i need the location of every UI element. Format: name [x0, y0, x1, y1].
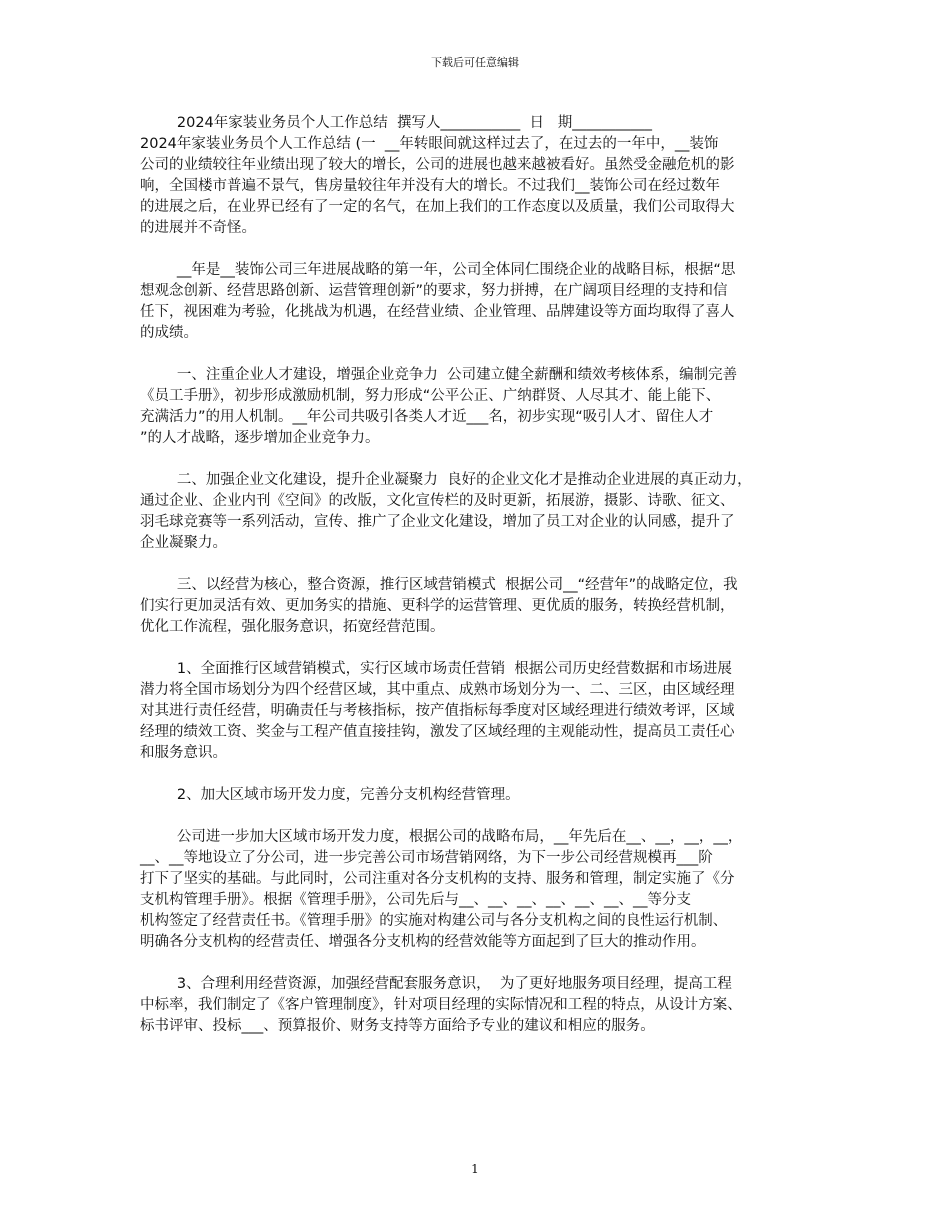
paragraph-branch-heading — [140, 785, 815, 806]
text-line: 中标率，我们制定了《客户管理制度》，针对项目经理的实际情况和工程的特点，从设计方案、 — [140, 997, 742, 1013]
text-line: 经理的绩效工资、奖金与工程产值直接挂钩，激发了区域经理的主观能动性，提高员工责任心 — [140, 724, 735, 740]
page-header: 下载后可任意编辑 — [431, 56, 519, 69]
text-line: 明确各分支机构的经营责任、增强各分支机构的经营效能等方面起到了巨大的推动作用。 — [140, 934, 706, 950]
text-line: __、__等地设立了分公司，进一步完善公司市场营销网络，为下一步公司经营规模再___阶 — [140, 850, 713, 866]
text-line: 打下了坚实的基础。与此同时，公司注重对各分支机构的支持、服务和管理，制定实施了《分 — [140, 871, 735, 887]
text-line: 二、加强企业文化建设，提升企业凝聚力 良好的企业文化才是推动企业进展的真正动力， — [140, 472, 752, 488]
document-title: 2024年家装业务员个人工作总结 撰写人___________ 日 期___________ — [140, 115, 653, 131]
paragraph-regional-marketing — [140, 659, 815, 764]
text-line: 优化工作流程，强化服务意识，拓宽经营范围。 — [140, 619, 445, 635]
text-line: 一、注重企业人才建设，增强企业竞争力 公司建立健全薪酬和绩效考核体系，编制完善 — [140, 367, 738, 383]
text-line: 响，全国楼市普遍不景气，售房量较往年并没有大的增长。不过我们__装饰公司在经过数年 — [140, 178, 720, 194]
text-line: 的进展之后，在业界已经有了一定的名气，在加上我们的工作态度以及质量，我们公司取得大 — [140, 199, 735, 215]
text-line: 2、加大区域市场开发力度，完善分支机构经营管理。 — [140, 787, 520, 803]
paragraph-operations — [140, 575, 815, 638]
text-line: 2024年家装业务员个人工作总结 (一 __年转眼间就这样过去了，在过去的一年中，__装饰 — [140, 136, 719, 152]
text-line: ”的人才战略，逐步增加企业竞争力。 — [140, 430, 380, 446]
text-line: 《员工手册》，初步形成激励机制，努力形成“公平公正、广纳群贤、人尽其才、能上能下、 — [140, 388, 721, 404]
text-line: 企业凝聚力。 — [140, 535, 227, 551]
text-line: 标书评审、投标___、预算报价、财务支持等方面给予专业的建议和相应的服务。 — [140, 1018, 655, 1034]
text-line: 和服务意识。 — [140, 745, 227, 761]
paragraph-resources — [140, 974, 815, 1037]
text-line: 1、全面推行区域营销模式，实行区域市场责任营销 根据公司历史经营数据和市场进展 — [140, 661, 732, 677]
text-line: 充满活力”的用人机制。__年公司共吸引各类人才近___名，初步实现“吸引人才、留住人才 — [140, 409, 714, 425]
text-line: 机构签定了经营责任书。《管理手册》的实施对构建公司与各分支机构之间的良性运行机制、 — [140, 913, 728, 929]
text-line: __年是__装饰公司三年进展战略的第一年，公司全体同仁围绕企业的战略目标，根据“思 — [140, 262, 736, 278]
text-line: 支机构管理手册》。根据《管理手册》，公司先后与__、__、__、__、__、__、__等分支 — [140, 892, 691, 908]
paragraph-branch-management — [140, 827, 815, 953]
text-line: 羽毛球竞赛等一系列活动，宣传、推广了企业文化建设，增加了员工对企业的认同感，提升了 — [140, 514, 735, 530]
text-line: 公司的业绩较往年业绩出现了较大的增长，公司的进展也越来越被看好。虽然受金融危机的影 — [140, 157, 735, 173]
text-line: 通过企业、企业内刊《空间》的改版，文化宣传栏的及时更新，拓展游，摄影、诗歌、征文、 — [140, 493, 735, 509]
paragraph-intro — [140, 134, 815, 239]
document-body — [140, 113, 815, 1037]
text-line: 们实行更加灵活有效、更加务实的措施、更科学的运营管理、更优质的服务，转换经营机制， — [140, 598, 735, 614]
text-line: 公司进一步加大区域市场开发力度，根据公司的战略布局，__年先后在__、__，__，__， — [140, 829, 743, 845]
paragraph-talent — [140, 365, 815, 449]
text-line: 潜力将全国市场划分为四个经营区域，其中重点、成熟市场划分为一、二、三区，由区域经理 — [140, 682, 735, 698]
text-line: 任下，视困难为考验，化挑战为机遇，在经营业绩、企业管理、品牌建设等方面均取得了喜人 — [140, 304, 735, 320]
text-line: 三、以经营为核心，整合资源，推行区域营销模式 根据公司__“经营年”的战略定位，我 — [140, 577, 738, 593]
paragraph-culture — [140, 470, 815, 554]
page-number: 1 — [471, 1162, 479, 1176]
paragraph-strategy-year — [140, 260, 815, 344]
text-line: 想观念创新、经营思路创新、运营管理创新”的要求，努力拼搏，在广阔项目经理的支持和信 — [140, 283, 728, 299]
text-line: 的成绩。 — [140, 325, 198, 341]
text-line: 的进展并不奇怪。 — [140, 220, 256, 236]
text-line: 对其进行责任经营，明确责任与考核指标，按产值指标每季度对区域经理进行绩效考评，区域 — [140, 703, 735, 719]
text-line: 3、合理利用经营资源，加强经营配套服务意识， 为了更好地服务项目经理，提高工程 — [140, 976, 732, 992]
